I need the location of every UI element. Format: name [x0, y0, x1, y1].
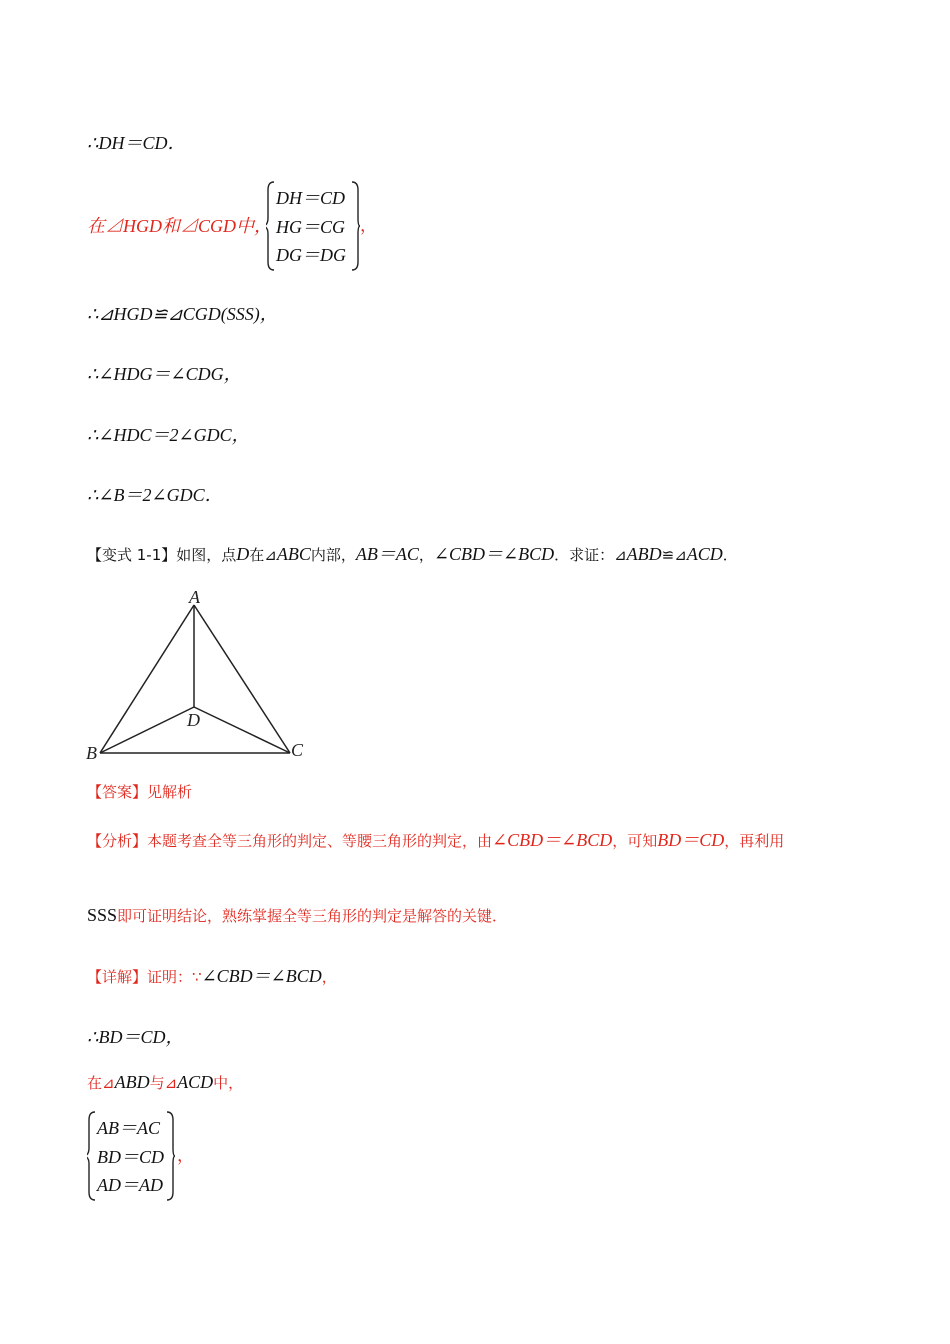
detail-text: 证明：∵ — [147, 968, 202, 986]
proof-text: ∴DH＝CD． — [87, 133, 186, 153]
detail-line-3 — [87, 1070, 243, 1095]
proof-line-5 — [87, 423, 250, 448]
analysis-sss: SSS — [87, 905, 118, 925]
variant-condition: AB＝AC — [355, 544, 419, 564]
equation-row: HG＝CG — [276, 216, 346, 237]
analysis-text: ，可知 — [612, 832, 658, 850]
variant-condition: ∠CBD＝∠BCD — [433, 544, 555, 564]
equation-row: DG＝DG — [276, 245, 346, 265]
proof-line-3 — [87, 302, 278, 327]
detail-triangle: ABD — [114, 1072, 150, 1092]
answer-text: 见解析 — [147, 783, 193, 801]
analysis-expr: ∠CBD＝∠BCD — [492, 830, 613, 850]
answer-line — [87, 780, 192, 804]
proof-text: ∴⊿HGD≌⊿CGD(SSS)， — [87, 304, 278, 324]
equation-row: AB＝AC — [97, 1118, 160, 1138]
variant-point: D — [236, 544, 250, 564]
variant-text: ， — [418, 546, 434, 564]
variant-text: 内部， — [310, 546, 356, 564]
detail-text: ， — [321, 968, 337, 986]
proof-line-6 — [87, 483, 223, 508]
detail-line-2 — [87, 1025, 183, 1050]
answer-tag: 【答案】 — [87, 783, 148, 801]
variant-text: ≌⊿ — [661, 546, 687, 564]
proof-text: ∴∠B＝2∠GDC． — [87, 485, 223, 505]
detail-line-1 — [87, 964, 337, 989]
variant-goal: ABD — [626, 544, 662, 564]
detail-text: 在⊿ — [87, 1074, 115, 1092]
equation-row: AD＝AD — [97, 1175, 163, 1195]
analysis-text: ，再利用 — [724, 832, 785, 850]
proof-line-1 — [87, 131, 185, 156]
analysis-expr: BD＝CD — [657, 830, 725, 850]
variant-tag: 【变式 1-1】 — [87, 546, 177, 564]
detail-text: ∴BD＝CD， — [87, 1027, 184, 1047]
analysis-line-1 — [87, 828, 784, 853]
system-suffix: ， — [177, 1146, 194, 1166]
equation-row: DH＝CD — [276, 188, 346, 208]
variant-text: 如图，点 — [176, 546, 237, 564]
equation-row: BD＝CD — [97, 1146, 164, 1167]
analysis-text: 本题考查全等三角形的判定、等腰三角形的判定，由 — [147, 832, 493, 850]
detail-triangle: ACD — [177, 1072, 214, 1092]
label-c: C — [291, 740, 304, 760]
variant-text: ．求证：⊿ — [554, 546, 627, 564]
proof-text: ∴∠HDG＝∠CDG， — [87, 364, 242, 384]
variant-problem — [87, 542, 738, 567]
label-d: D — [187, 710, 200, 730]
detail-text: 与⊿ — [149, 1074, 178, 1092]
detail-text: 中， — [213, 1074, 244, 1092]
analysis-tag: 【分析】 — [87, 832, 148, 850]
equation-system-1 — [276, 184, 346, 270]
detail-tag: 【详解】 — [87, 968, 148, 986]
proof-line-4 — [87, 362, 242, 387]
triangle-figure — [80, 585, 320, 770]
variant-text: ． — [722, 546, 738, 564]
variant-triangle: ABC — [276, 544, 311, 564]
proof-text: 在⊿HGD和⊿CGD中， — [87, 216, 273, 236]
analysis-text: 即可证明结论，熟练掌握全等三角形的判定是解答的关键． — [117, 907, 508, 925]
equation-system-2 — [97, 1114, 164, 1200]
analysis-line-2 — [87, 903, 507, 928]
variant-goal: ACD — [686, 544, 723, 564]
label-b: B — [86, 743, 97, 763]
proof-line-2 — [87, 214, 272, 239]
detail-expr: ∠CBD＝∠BCD — [201, 966, 322, 986]
proof-text: ∴∠HDC＝2∠GDC， — [87, 425, 250, 445]
system-suffix: ， — [360, 216, 377, 236]
label-a: A — [189, 587, 200, 607]
variant-text: 在⊿ — [249, 546, 277, 564]
